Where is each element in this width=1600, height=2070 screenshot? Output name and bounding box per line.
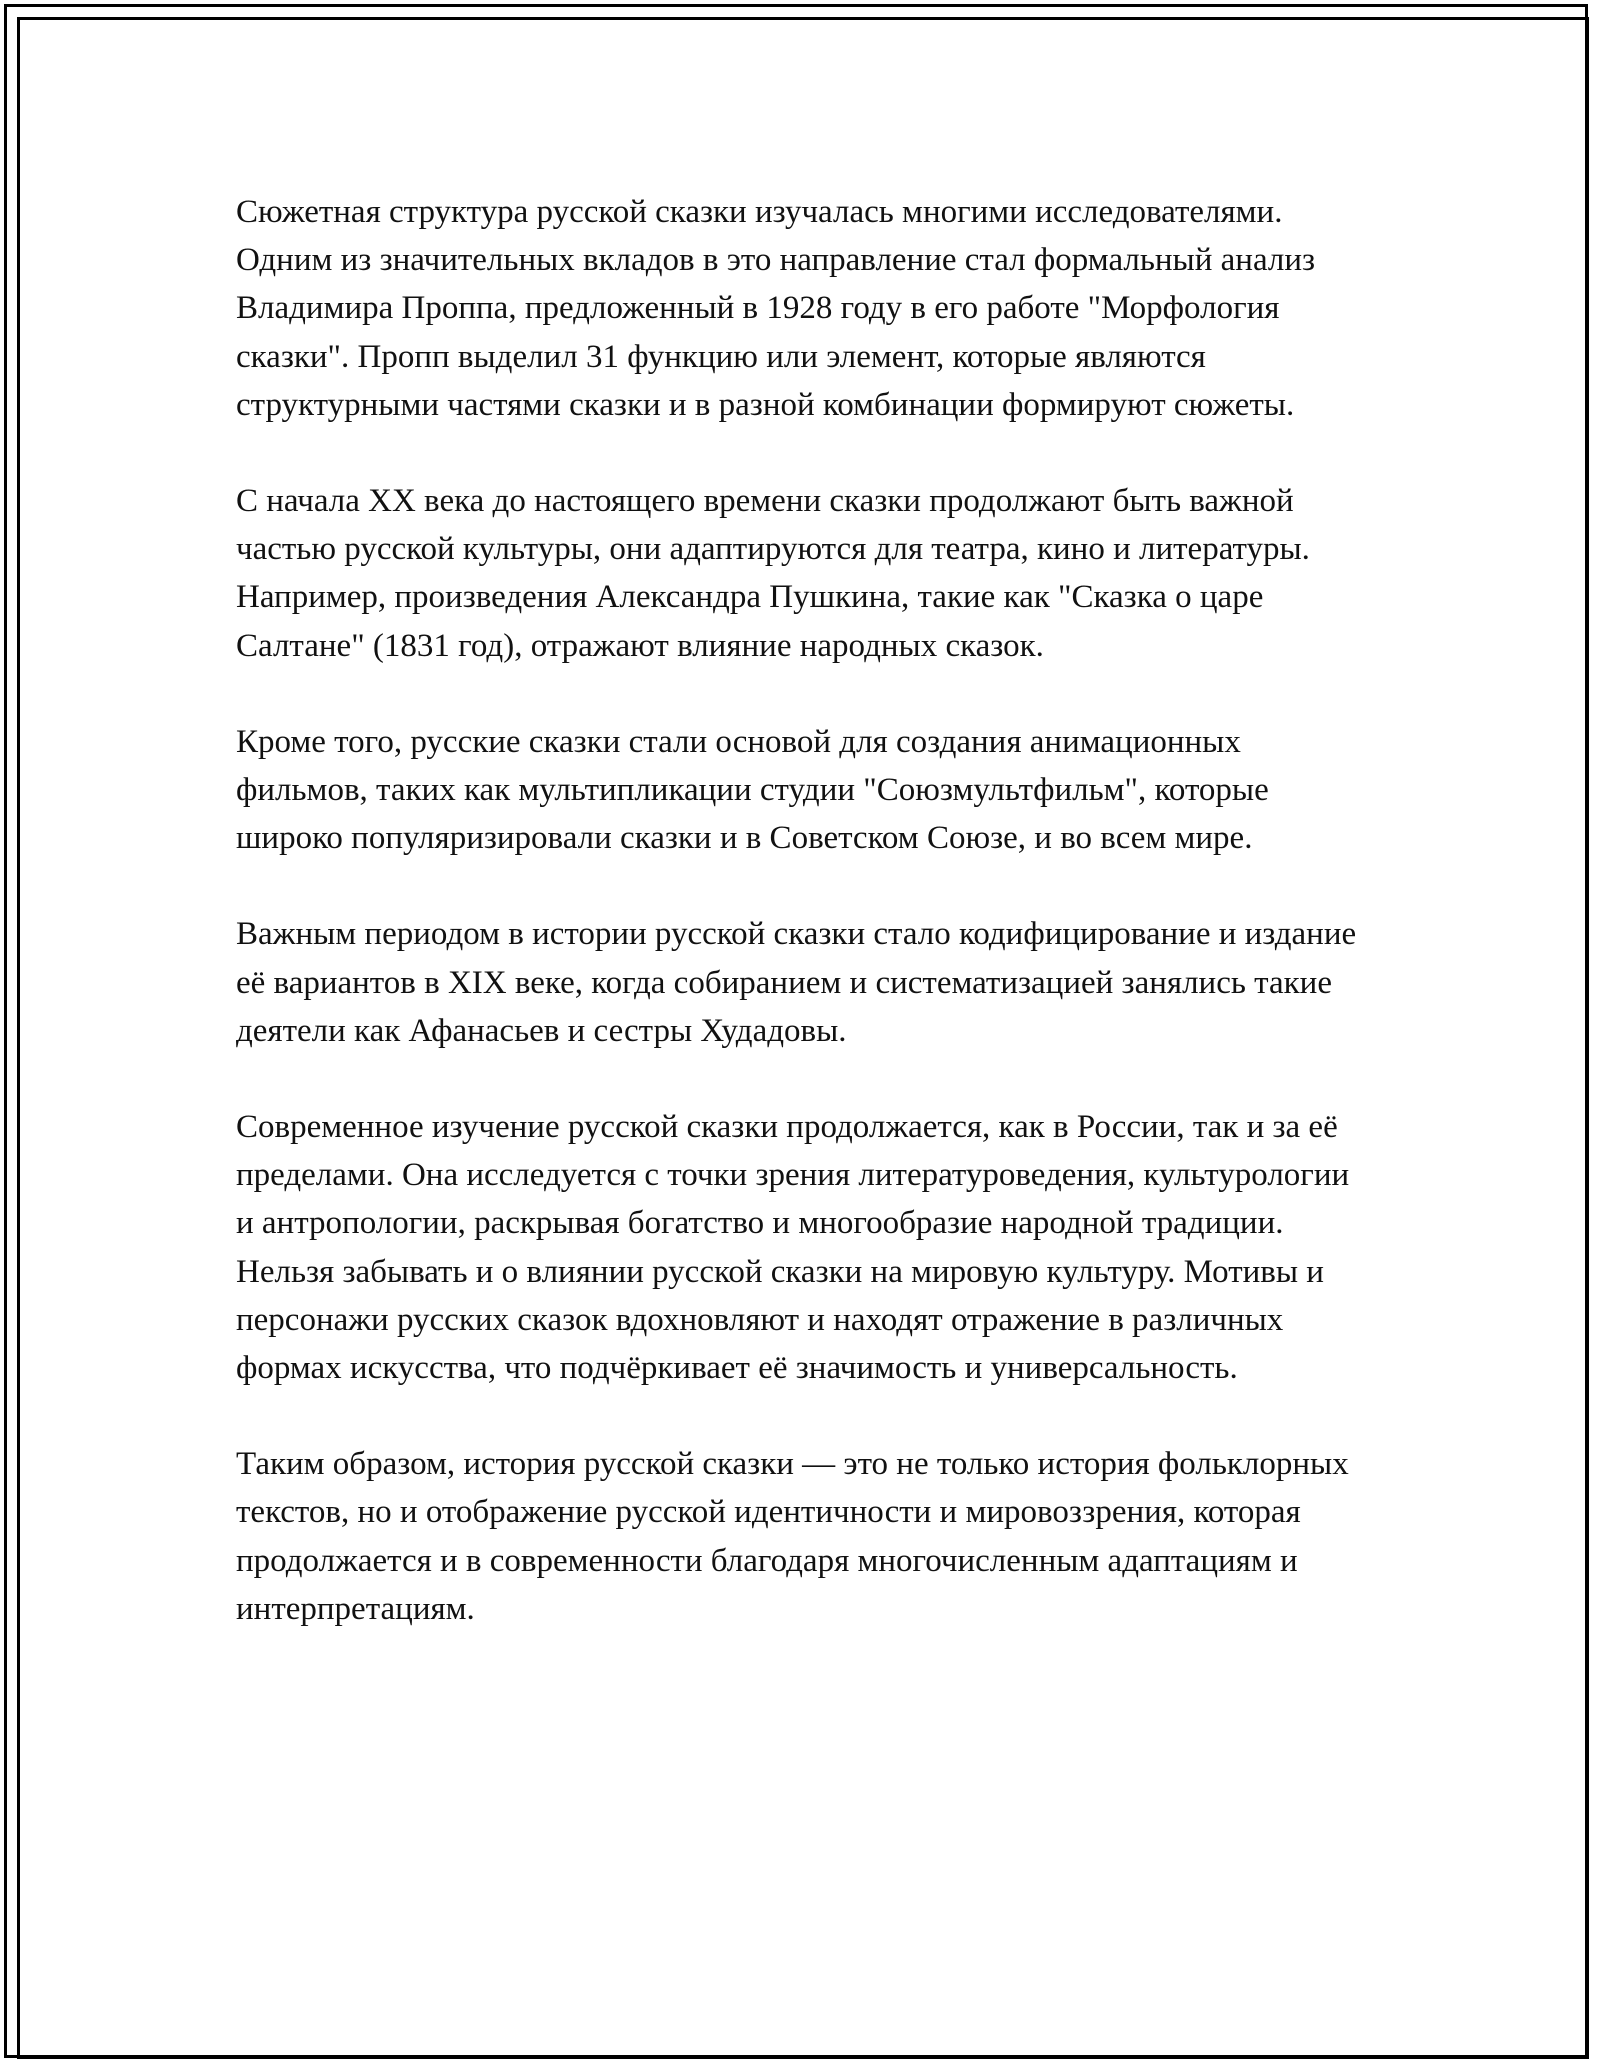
paragraph-plot-structure: Сюжетная структура русской сказки изучалась многими исследователями. Одним из значительных вкладов в это направление стал формальный анализ Владимира Проппа, предложенный в 1928 году в его работе "Морфология сказки". Пропп выделил 31 функцию или элемент, которые являются структурными частями сказки и в разной комбинации формируют сюжеты. [236,194,1316,423]
paragraph-twentieth-century: С начала XX века до настоящего времени сказки продолжают быть важной частью русской культуры, они адаптируются для театра, кино и литературы. Например, произведения Александра Пушкина, такие как "Сказка о царе Салтане" (1831 год), отражают влияние народных сказок. [236,483,1310,664]
paragraph-codification: Важным периодом в истории русской сказки стало кодифицирование и издание её вариантов в XIX веке, когда собиранием и систематизацией занялись такие деятели как Афанасьев и сестры Худадовы. [236,916,1357,1049]
paragraph-modern-study: Современное изучение русской сказки продолжается, как в России, так и за её пределами. Она исследуется с точки зрения литературоведения, культурологии и антропологии, раскрывая богатство и многообразие народной традиции. Нельзя забывать и о влиянии русской сказки на мировую культуру. Мотивы и персонажи русских сказок вдохновляют и находят отражение в различных формах искусства, что подчёркивает её значимость и универсальность. [236,1109,1350,1387]
paragraph-animation: Кроме того, русские сказки стали основой для создания анимационных фильмов, таких как мультипликации студии "Союзмультфильм", которые широко популяризировали сказки и в Советском Союзе, и во всем мире. [236,723,1269,857]
paragraph-conclusion: Таким образом, история русской сказки — это не только история фольклорных текстов, но и отображение русской идентичности и мировоззрения, которая продолжается и в современности благодаря многочисленным адаптациям и интерпретациям. [236,1446,1349,1627]
document-body [236,188,1366,1633]
